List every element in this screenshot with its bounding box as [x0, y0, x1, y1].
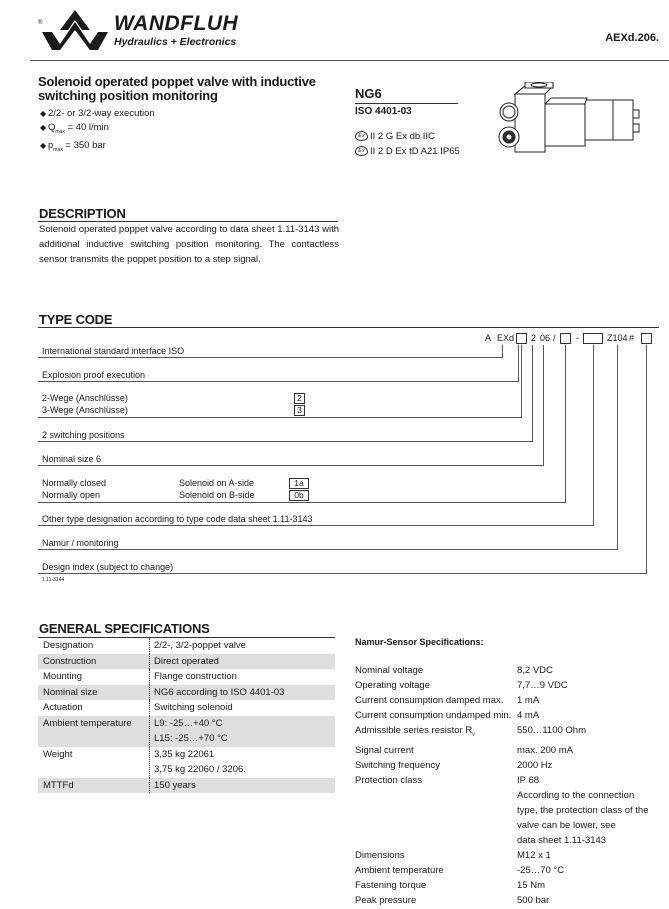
code-box-ways [516, 333, 527, 344]
namur-heading: Namur-Sensor Specifications: [355, 637, 484, 647]
namur-row: valve can be lower, see [517, 819, 616, 831]
namur-row: Signal current max. 200 mA [355, 744, 573, 756]
code-box-design-index [641, 333, 652, 344]
document-id: AEXd.206. [605, 32, 659, 44]
namur-row: Admissible series resistor $R_v$ 550…1100 Ohm [355, 725, 587, 738]
header-divider [30, 60, 669, 61]
code-segment-a: A [485, 333, 492, 343]
type-code-row: Namur / monitoring [42, 538, 119, 548]
spec-row: MTTFd 150 years [38, 778, 335, 794]
row-underline [38, 549, 618, 550]
namur-row: type, the protection class of the [517, 804, 649, 816]
type-code-row: 3-Wege (Anschlüsse) [42, 405, 128, 415]
type-code-row: Other type designation according to type code data sheet 1.11-3143 [42, 514, 313, 524]
code-separator-hash: # [629, 333, 635, 343]
spec-row: Designation 2/2-, 3/2-poppet valve [38, 638, 335, 654]
registered-mark: ® [38, 20, 43, 26]
general-specifications-table [38, 638, 335, 793]
type-code-row: 2-Wege (Anschlüsse) [42, 393, 128, 403]
namur-row: Ambient temperature -25…70 °C [355, 864, 565, 876]
atex-item: Ex II 2 D Ex tD A21 IP65 [355, 144, 460, 159]
namur-specifications-table [355, 663, 662, 908]
leader-line [543, 345, 544, 466]
row-underline [38, 573, 647, 574]
type-code-reference: 1.11-3144 [42, 577, 65, 583]
brand-name: WANDFLUH [114, 12, 239, 35]
size-divider [355, 103, 458, 104]
spec-row: Nominal size NG6 according to ISO 4401-03 [38, 685, 335, 701]
leader-line [532, 345, 533, 442]
spec-row: Weight 3,35 kg 22061 3,75 kg 22060 / 3206. [38, 747, 335, 778]
wandfluh-logo-icon [38, 10, 112, 52]
type-code-row: 2 switching positions [42, 430, 125, 440]
valve-illustration [495, 82, 645, 162]
company-logo [38, 10, 248, 55]
code-box-function [560, 333, 571, 344]
feature-item: ◆ $p_{max} = 350$ bar [40, 139, 106, 153]
code-segment-size: 06 [540, 333, 551, 343]
code-box-other [583, 333, 603, 344]
namur-row: data sheet 1.11-3143 [517, 834, 607, 846]
ex-marking-icon: Ex [355, 131, 368, 141]
code-segment-exd: EXd [497, 333, 515, 343]
namur-row: Current consumption damped max. 1 mA [355, 695, 540, 706]
ex-marking-icon: Ex [355, 146, 368, 156]
namur-row: Protection class IP 68 [355, 774, 540, 786]
row-underline [38, 502, 566, 503]
namur-row: Switching frequency 2000 Hz [355, 759, 553, 771]
code-separator-slash: / [553, 333, 556, 343]
atex-item: Ex II 2 G Ex db IIC [355, 129, 460, 144]
namur-row: Peak pressure 500 bar [355, 894, 550, 906]
feature-item: ◆ $Q_{max} = 40$ l/min [40, 122, 109, 135]
brand-tagline: Hydraulics + Electronics [114, 36, 237, 48]
row-underline [38, 525, 594, 526]
type-code-row: Normally closed [42, 478, 107, 488]
row-underline [38, 465, 544, 466]
row-underline [38, 381, 518, 382]
code-separator-dash: - [576, 333, 579, 343]
leader-line [521, 345, 522, 418]
product-title: Solenoid operated poppet valve with inductive switching position monitoring [38, 74, 316, 103]
row-underline [38, 417, 522, 418]
option-box: 2 [294, 393, 305, 404]
type-code-row: Normally open [42, 490, 101, 500]
leader-line [617, 345, 618, 550]
type-code-row: Design index (subject to change) [42, 562, 174, 572]
namur-row: Operating voltage 7,7…9 VDC [355, 680, 568, 691]
leader-line [593, 345, 594, 526]
leader-line [646, 345, 647, 574]
namur-row: Nominal voltage 8,2 VDC [355, 665, 553, 676]
type-code-divider [38, 327, 659, 328]
type-code-row: Explosion proof execution [42, 370, 146, 380]
spec-row: Construction Direct operated [38, 654, 335, 670]
atex-markings [355, 129, 460, 159]
type-code-row-detail: Solenoid on B-side [179, 490, 255, 500]
type-code-heading: TYPE CODE [39, 312, 113, 327]
iso-standard: ISO 4401-03 [355, 106, 412, 117]
namur-row: Current consumption undamped min. 4 mA [355, 710, 540, 721]
description-heading: DESCRIPTION [39, 206, 126, 221]
namur-row: According to the connection [517, 789, 635, 801]
general-specifications-heading: GENERAL SPECIFICATIONS [39, 621, 210, 636]
diamond-bullet-icon: ◆ [40, 140, 47, 150]
spec-row: Ambient temperature L9: -25…+40 °C L15: -25…+70 °C [38, 716, 335, 747]
row-underline [38, 357, 502, 358]
diamond-bullet-icon: ◆ [40, 123, 47, 132]
option-box: 1a [289, 478, 309, 489]
leader-line [565, 345, 566, 503]
leader-line [502, 345, 503, 358]
option-box: 0b [289, 490, 309, 501]
option-box: 3 [294, 405, 305, 416]
diamond-bullet-icon: ◆ [40, 109, 47, 118]
code-segment-positions: 2 [531, 333, 537, 343]
feature-list [40, 107, 155, 157]
code-segment-namur: Z104 [607, 333, 628, 343]
feature-item: ◆ 2/2- or 3/2-way execution [40, 108, 155, 119]
spec-row: Mounting Flange construction [38, 669, 335, 685]
namur-row: Dimensions M12 x 1 [355, 849, 551, 861]
spec-row: Actuation Switching solenoid [38, 700, 335, 716]
row-underline [38, 441, 533, 442]
nominal-size: NG6 [355, 86, 382, 101]
namur-row: Fastening torque 15 Nm [355, 879, 545, 891]
type-code-row: International standard interface ISO [42, 346, 185, 356]
description-text: Solenoid operated poppet valve according to data sheet 1.11-3143 with additional inductive switching position monitoring. The contactless sensor transmits the poppet position to a step signal. [39, 224, 339, 265]
leader-line [518, 345, 519, 382]
type-code-row-detail: Solenoid on A-side [179, 478, 255, 488]
type-code-row: Nominal size 6 [42, 454, 102, 464]
